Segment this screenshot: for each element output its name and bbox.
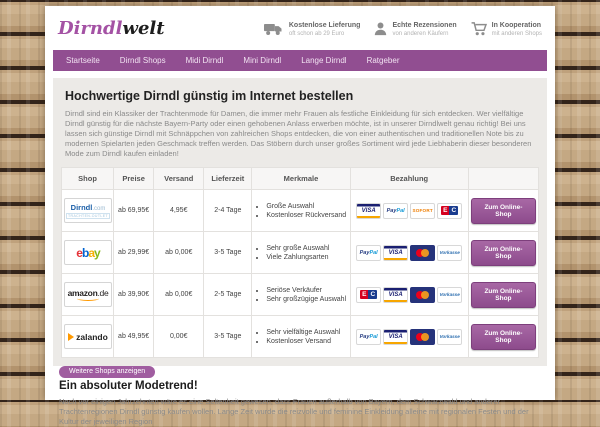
shop-logo-zalando: zalando — [64, 324, 112, 349]
feature-list — [256, 328, 347, 346]
nav-item-midi-dirndl[interactable]: Midi Dirndl — [185, 56, 224, 65]
payments-cell — [350, 316, 468, 358]
usp-title: Kostenlose Lieferung — [288, 21, 361, 29]
cta-cell — [468, 232, 538, 274]
shipping-cell: ab 0,00€ — [154, 274, 204, 316]
usp-title: In Kooperation — [491, 21, 542, 29]
zum-online-shop-button[interactable]: Zum Online-Shop — [471, 198, 536, 224]
main-nav — [53, 50, 547, 71]
payment-visa-icon: VISA — [383, 287, 408, 303]
column-header — [468, 168, 538, 190]
payment-visa-icon: VISA — [356, 203, 381, 219]
feature-item: • Sehr vielfältige Auswahl — [266, 328, 347, 337]
cta-cell — [468, 316, 538, 358]
usp-subtitle: mit anderen Shops — [491, 30, 542, 37]
shop-cell — [62, 274, 114, 316]
payment-paypal-icon: Pay Pal — [356, 245, 381, 261]
price-cell: ab 49,95€ — [114, 316, 154, 358]
feature-item: • Kostenloser Rückversand — [266, 211, 347, 220]
shop-logo-dirndlcom: Dirndl.com TRACHTEN-OUTLET — [64, 198, 112, 223]
payment-paypal-icon: Pay Pal — [356, 329, 381, 345]
shop-cell — [62, 190, 114, 232]
shipping-cell: 0,00€ — [154, 316, 204, 358]
feature-item: • Sehr große Auswahl — [266, 244, 347, 253]
user-icon — [374, 22, 387, 36]
site-header — [45, 6, 555, 50]
table-header-row — [62, 168, 539, 190]
delivery-cell: 2-5 Tage — [204, 274, 252, 316]
usp-text — [492, 21, 542, 38]
usp-subtitle: von anderen Käufern — [392, 30, 449, 37]
shop-cell — [62, 316, 114, 358]
zum-online-shop-button[interactable]: Zum Online-Shop — [471, 240, 536, 266]
column-header-preise: Preise — [114, 168, 154, 190]
cta-cell — [468, 190, 538, 232]
payment-visa-icon: VISA — [383, 329, 408, 345]
payment-vorkasse-icon: Vorkasse — [437, 329, 462, 345]
lower-section — [45, 366, 555, 427]
payment-mastercard-icon — [410, 329, 435, 345]
price-cell: ab 39,90€ — [114, 274, 154, 316]
features-cell — [252, 316, 350, 358]
shop-cell — [62, 232, 114, 274]
site-panel — [45, 6, 555, 426]
section2-title: Ein absoluter Modetrend! — [59, 380, 198, 392]
nav-item-lange-dirndl[interactable]: Lange Dirndl — [301, 56, 347, 65]
payment-icons — [353, 329, 466, 345]
usp-title: Echte Rezensionen — [392, 21, 457, 29]
column-header-merkmale: Merkmale — [252, 168, 350, 190]
features-cell — [252, 274, 350, 316]
payments-cell — [350, 190, 468, 232]
header-usps — [264, 21, 542, 38]
price-cell: ab 29,99€ — [114, 232, 154, 274]
table-row-zalando — [62, 316, 539, 358]
shop-comparison-table — [61, 167, 539, 358]
truck-icon — [264, 22, 284, 36]
shipping-cell: 4,95€ — [154, 190, 204, 232]
payment-sofort-icon: SOFORT — [410, 203, 435, 219]
cta-cell — [468, 274, 538, 316]
table-body — [62, 190, 539, 358]
payment-mastercard-icon — [410, 245, 435, 261]
usp-in-kooperation — [471, 21, 542, 38]
payment-vorkasse-icon: Vorkasse — [437, 245, 462, 261]
section2-paragraph: Noch vor einigen Jahrzehnten wäre es eine Seltenheit gewesen, dass Frauen außerhalb von Bayern, dem Schwarzwald und anderer Trachtenregionen Dirndl günstig kaufen wollen. Lange Zeit wurde die reizvolle und feminine Einkleidung alleine mit regionalen Festen und der Kultur der jeweiligen Region — [59, 397, 529, 426]
usp-subtitle: oft schon ab 29 Euro — [288, 30, 345, 37]
table-row-amazon-de — [62, 274, 539, 316]
logo-text-secondary: welt — [122, 18, 165, 39]
payment-icons — [353, 203, 466, 219]
delivery-cell: 3-5 Tage — [204, 316, 252, 358]
shop-logo-amazon: amazon.de — [64, 282, 112, 307]
delivery-cell: 2-4 Tage — [204, 190, 252, 232]
column-header-bezahlung: Bezahlung — [350, 168, 468, 190]
column-header-shop: Shop — [62, 168, 114, 190]
zum-online-shop-button[interactable]: Zum Online-Shop — [471, 282, 536, 308]
shipping-cell: ab 0,00€ — [154, 232, 204, 274]
feature-item: • Große Auswahl — [266, 202, 347, 211]
feature-list — [256, 286, 347, 304]
shop-logo-ebay: ebay — [64, 240, 112, 265]
logo-text-primary: Dirndl — [58, 18, 123, 39]
usp-echte-rezensionen — [374, 21, 456, 38]
amazon-smile-icon — [77, 296, 99, 301]
usp-text — [289, 21, 361, 38]
features-cell — [252, 232, 350, 274]
site-logo[interactable] — [58, 19, 165, 39]
payment-ec-icon: E C — [437, 203, 462, 219]
feature-list — [256, 202, 347, 220]
page-title: Hochwertige Dirndl günstig im Internet bestellen — [65, 89, 354, 103]
column-header-versand: Versand — [154, 168, 204, 190]
feature-item: • Viele Zahlungsarten — [266, 253, 347, 262]
usp-text — [392, 21, 456, 38]
usp-kostenlose-lieferung — [264, 21, 361, 38]
feature-list — [256, 244, 347, 262]
nav-item-dirndl-shops[interactable]: Dirndl Shops — [119, 56, 166, 65]
payment-mastercard-icon — [410, 287, 435, 303]
feature-item: • Kostenloser Versand — [266, 337, 347, 346]
payments-cell — [350, 274, 468, 316]
payment-icons — [353, 245, 466, 261]
delivery-cell: 3-5 Tage — [204, 232, 252, 274]
show-more-shops-button[interactable]: Weitere Shops anzeigen — [59, 366, 155, 378]
payment-paypal-icon: Pay Pal — [383, 203, 408, 219]
features-cell — [252, 190, 350, 232]
feature-item: • Sehr großzügige Auswahl — [266, 295, 347, 304]
content-area — [53, 78, 547, 366]
intro-paragraph: Dirndl sind ein Klassiker der Trachtenmode für Damen, die immer mehr Frauen als festliche Einkleidung für sich entdecken. Wer vielfältige Dirndl günstig für die nächste Bayern-Party oder einen gehobenen Anlass erwerben möchte, ist in unserer Dirndlwelt genau richtig! Bei uns lassen sich günstige Dirndl mit Schnäppchen von zahlreichen Shops entdecken, die von einer authentischen und traditionellen Note bis zu modernen Spielarten jeden Geschmack treffen werden. Das Stöbern durch unser großes Sortiment wird jede Liebhaberin dieser besonderen Mode zum Dirndl kaufen einladen! — [65, 109, 532, 158]
payment-vorkasse-icon: Vorkasse — [437, 287, 462, 303]
feature-item: • Seriöse Verkäufer — [266, 286, 347, 295]
column-header-lieferzeit: Lieferzeit — [204, 168, 252, 190]
payment-ec-icon: E C — [356, 287, 381, 303]
payments-cell — [350, 232, 468, 274]
price-cell: ab 69,95€ — [114, 190, 154, 232]
zum-online-shop-button[interactable]: Zum Online-Shop — [471, 324, 536, 350]
table-row-dirndl-com — [62, 190, 539, 232]
payment-icons — [353, 287, 466, 303]
payment-visa-icon: VISA — [383, 245, 408, 261]
cart-icon — [471, 22, 487, 36]
nav-item-ratgeber[interactable]: Ratgeber — [366, 56, 400, 65]
zalando-arrow-icon — [68, 333, 74, 341]
table-row-ebay — [62, 232, 539, 274]
nav-item-startseite[interactable]: Startseite — [66, 56, 100, 65]
nav-item-mini-dirndl[interactable]: Mini Dirndl — [243, 56, 282, 65]
